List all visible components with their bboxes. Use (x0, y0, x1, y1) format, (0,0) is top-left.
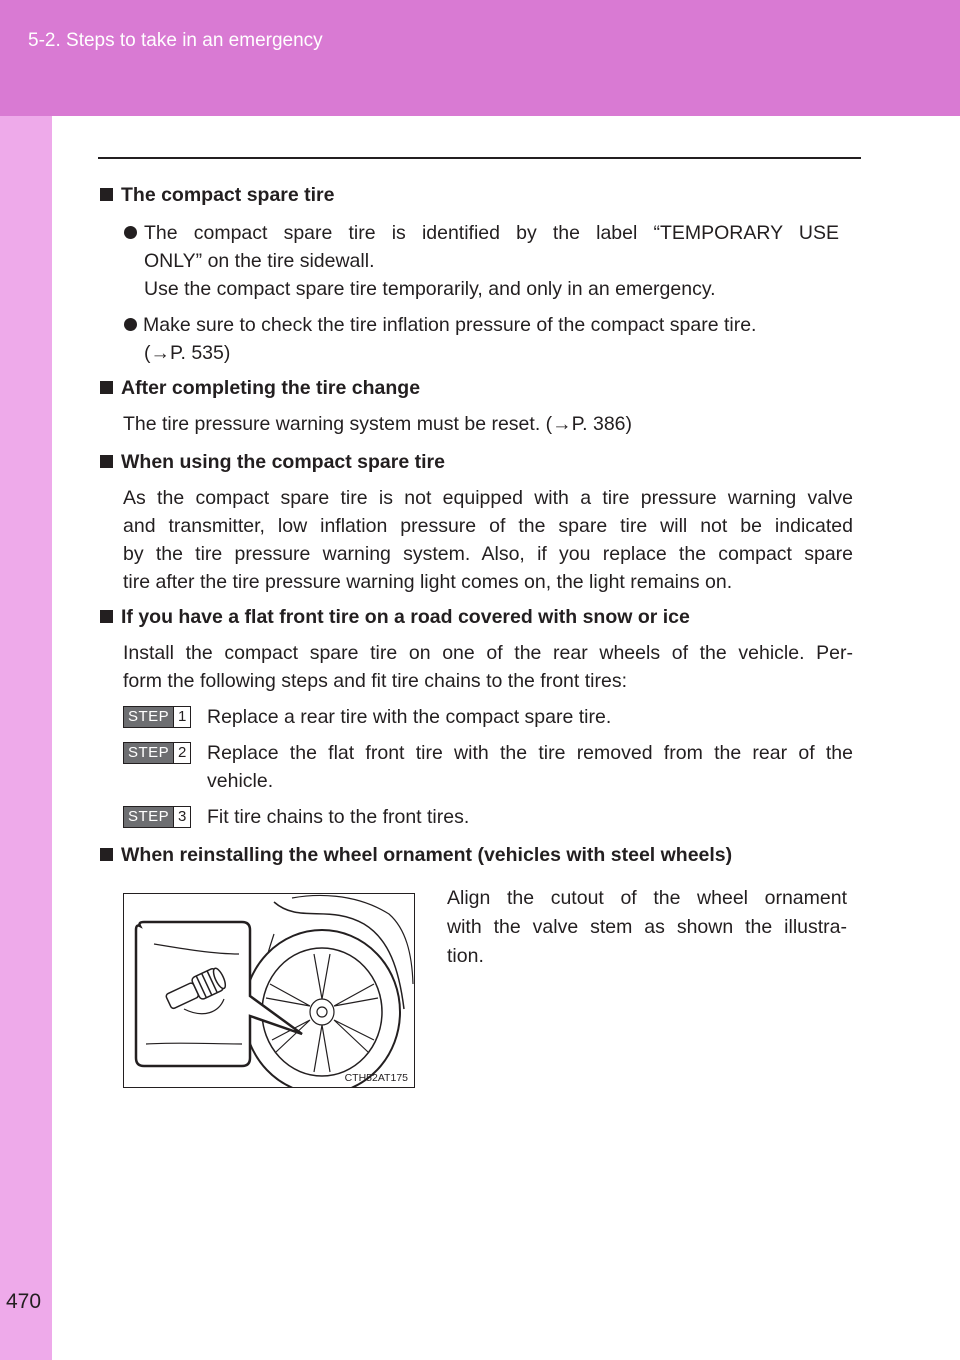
text-line: Install the compact spare tire on one of the rear wheels of the vehicle. Per- (123, 642, 853, 664)
wheel-ornament-illustration (123, 893, 415, 1088)
text-line: tire after the tire pressure warning light comes on, the light remains on. (123, 571, 733, 593)
top-rule (98, 157, 861, 159)
text-line: tion. (447, 945, 484, 967)
heading-wheel-ornament: When reinstalling the wheel ornament (vehicles with steel wheels) (100, 841, 732, 869)
text-line: and transmitter, low inflation pressure of the spare tire will not be indicated (123, 515, 853, 537)
square-bullet-icon (100, 610, 113, 623)
bullet-check-pressure: Make sure to check the tire inflation pressure of the compact spare tire. (124, 311, 756, 339)
heading-compact-spare: The compact spare tire (100, 181, 335, 209)
heading-using-compact: When using the compact spare tire (100, 448, 445, 476)
chapter-header-band (0, 0, 960, 116)
text-line: Align the cutout of the wheel ornament (447, 887, 847, 909)
wheel-illustration-icon (124, 894, 414, 1087)
square-bullet-icon (100, 381, 113, 394)
heading-after-change: After completing the tire change (100, 374, 420, 402)
text-line: As the compact spare tire is not equipped with a tire pressure warning valve (123, 487, 853, 509)
side-band (0, 116, 52, 1360)
step-text: Replace a rear tire with the compact spare tire. (207, 706, 612, 728)
step-badge-3: STEP 3 (123, 806, 191, 828)
text-line: ONLY” on the tire sidewall. (144, 250, 375, 272)
step-badge-2: STEP 2 (123, 742, 191, 764)
square-bullet-icon (100, 455, 113, 468)
heading-flat-front: If you have a flat front tire on a road covered with snow or ice (100, 603, 690, 631)
text-line: Use the compact spare tire temporarily, and only in an emergency. (144, 278, 716, 300)
round-bullet-icon (124, 226, 137, 239)
text-line: The tire pressure warning system must be reset. (→P. 386) (123, 413, 633, 435)
step-badge-1: STEP 1 (123, 706, 191, 728)
square-bullet-icon (100, 848, 113, 861)
text-line: form the following steps and fit tire chains to the front tires: (123, 670, 627, 692)
step-text: Replace the flat front tire with the tire removed from the rear of the (207, 742, 853, 764)
chapter-title: 5-2. Steps to take in an emergency (28, 30, 323, 51)
figure-caption: CTH52AT175 (344, 1072, 408, 1084)
round-bullet-icon (124, 318, 137, 331)
text-line: with the valve stem as shown the illustra- (447, 916, 847, 938)
ornament-instruction (447, 884, 847, 971)
step-text: Fit tire chains to the front tires. (207, 806, 470, 828)
square-bullet-icon (100, 188, 113, 201)
text-line: by the tire pressure warning system. Also, if you replace the compact spare (123, 543, 853, 565)
step-text: vehicle. (207, 770, 274, 792)
page-number: 470 (6, 1290, 42, 1313)
page-reference: (→P. 535) (144, 342, 231, 364)
